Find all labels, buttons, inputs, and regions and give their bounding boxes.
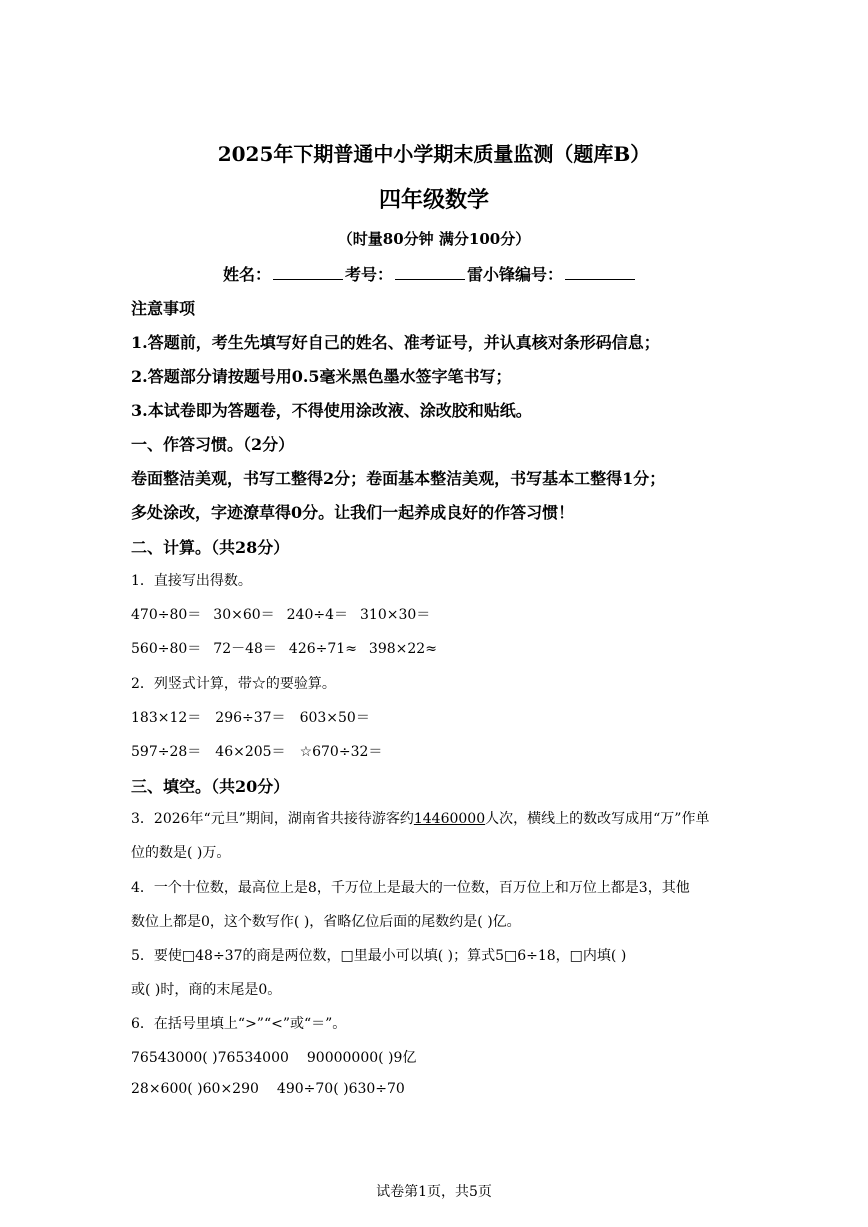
calc-row bbox=[131, 604, 430, 624]
exam-title: 2025年下期普通中小学期末质量监测（题库B） bbox=[217, 142, 651, 166]
question-5-cont: 或( )时，商的末尾是0。 bbox=[131, 982, 282, 998]
calc-item: ☆670÷32＝ bbox=[299, 744, 383, 760]
name-blank[interactable] bbox=[273, 265, 343, 280]
page-footer: 试卷第1页，共5页 bbox=[376, 1184, 492, 1200]
section1-heading: 一、作答习惯。（2分） bbox=[131, 435, 295, 454]
subject-title: 四年级数学 bbox=[378, 187, 489, 213]
section3-heading: 三、填空。（共20分） bbox=[131, 777, 290, 796]
compare-row bbox=[131, 1047, 416, 1067]
calc-item: 426÷71≈ bbox=[288, 641, 357, 657]
question-4-cont: 数位上都是0，这个数写作( )，省略亿位后面的尾数约是( )亿。 bbox=[131, 914, 521, 930]
question-2: 2．列竖式计算，带☆的要验算。 bbox=[131, 676, 336, 692]
calc-item: 470÷80＝ bbox=[131, 607, 202, 623]
calc-row bbox=[131, 741, 382, 761]
compare-item: 490÷70( )630÷70 bbox=[276, 1081, 405, 1097]
question-3-text: 3．2026年“元旦”期间，湖南省共接待游客约 bbox=[131, 811, 414, 827]
exam-no-blank[interactable] bbox=[395, 265, 465, 280]
calc-item: 296÷37＝ bbox=[215, 710, 286, 726]
name-label: 姓名： bbox=[223, 265, 272, 284]
notice-item: 2.答题部分请按题号用0.5毫米黑色墨水签字笔书写； bbox=[131, 367, 512, 386]
question-3-cont: 位的数是( )万。 bbox=[131, 845, 231, 861]
notice-heading: 注意事项 bbox=[131, 299, 196, 318]
section1-text: 卷面整洁美观，书写工整得2分；卷面基本整洁美观，书写基本工整得1分； bbox=[131, 469, 666, 488]
section2-heading: 二、计算。（共28分） bbox=[131, 538, 290, 557]
compare-item: 28×600( )60×290 bbox=[131, 1081, 259, 1097]
student-info-row bbox=[223, 262, 637, 285]
question-1: 1．直接写出得数。 bbox=[131, 573, 252, 589]
time-info: （时量80分钟 满分100分） bbox=[337, 230, 531, 248]
calc-item: 240÷4＝ bbox=[286, 607, 348, 623]
question-6: 6．在括号里填上“>”“<”或“＝”。 bbox=[131, 1016, 347, 1032]
calc-row bbox=[131, 638, 437, 658]
id-blank[interactable] bbox=[565, 265, 635, 280]
calc-item: 46×205＝ bbox=[215, 744, 286, 760]
calc-item: 310×30＝ bbox=[360, 607, 431, 623]
compare-row bbox=[131, 1081, 405, 1097]
section1-text: 多处涂改，字迹潦草得0分。让我们一起养成良好的作答习惯！ bbox=[131, 503, 575, 522]
calc-item: 603×50＝ bbox=[299, 710, 370, 726]
underlined-number: 14460000 bbox=[413, 811, 486, 827]
calc-item: 597÷28＝ bbox=[131, 744, 202, 760]
notice-item: 3.本试卷即为答题卷，不得使用涂改液、涂改胶和贴纸。 bbox=[131, 401, 532, 420]
question-3 bbox=[131, 808, 709, 828]
compare-item: 76543000( )76534000 bbox=[131, 1050, 289, 1066]
question-4: 4．一个十位数，最高位上是8，千万位上是最大的一位数，百万位上和万位上都是3，其他 bbox=[131, 880, 690, 896]
notice-item: 1.答题前，考生先填写好自己的姓名、准考证号，并认真核对条形码信息； bbox=[131, 333, 660, 352]
calc-item: 183×12＝ bbox=[131, 710, 202, 726]
question-5: 5．要使□48÷37的商是两位数，□里最小可以填( )；算式5□6÷18，□内填( ) bbox=[131, 948, 627, 964]
compare-item: 90000000( )9亿 bbox=[306, 1050, 417, 1066]
question-3-text: 人次，横线上的数改写成用“万”作单 bbox=[485, 811, 710, 827]
calc-item: 398×22≈ bbox=[368, 641, 437, 657]
calc-item: 560÷80＝ bbox=[131, 641, 202, 657]
calc-item: 72－48＝ bbox=[213, 641, 277, 657]
exam-no-label: 考号： bbox=[345, 265, 394, 284]
id-label: 雷小锋编号： bbox=[467, 265, 564, 284]
calc-row bbox=[131, 707, 370, 727]
calc-item: 30×60＝ bbox=[213, 607, 275, 623]
